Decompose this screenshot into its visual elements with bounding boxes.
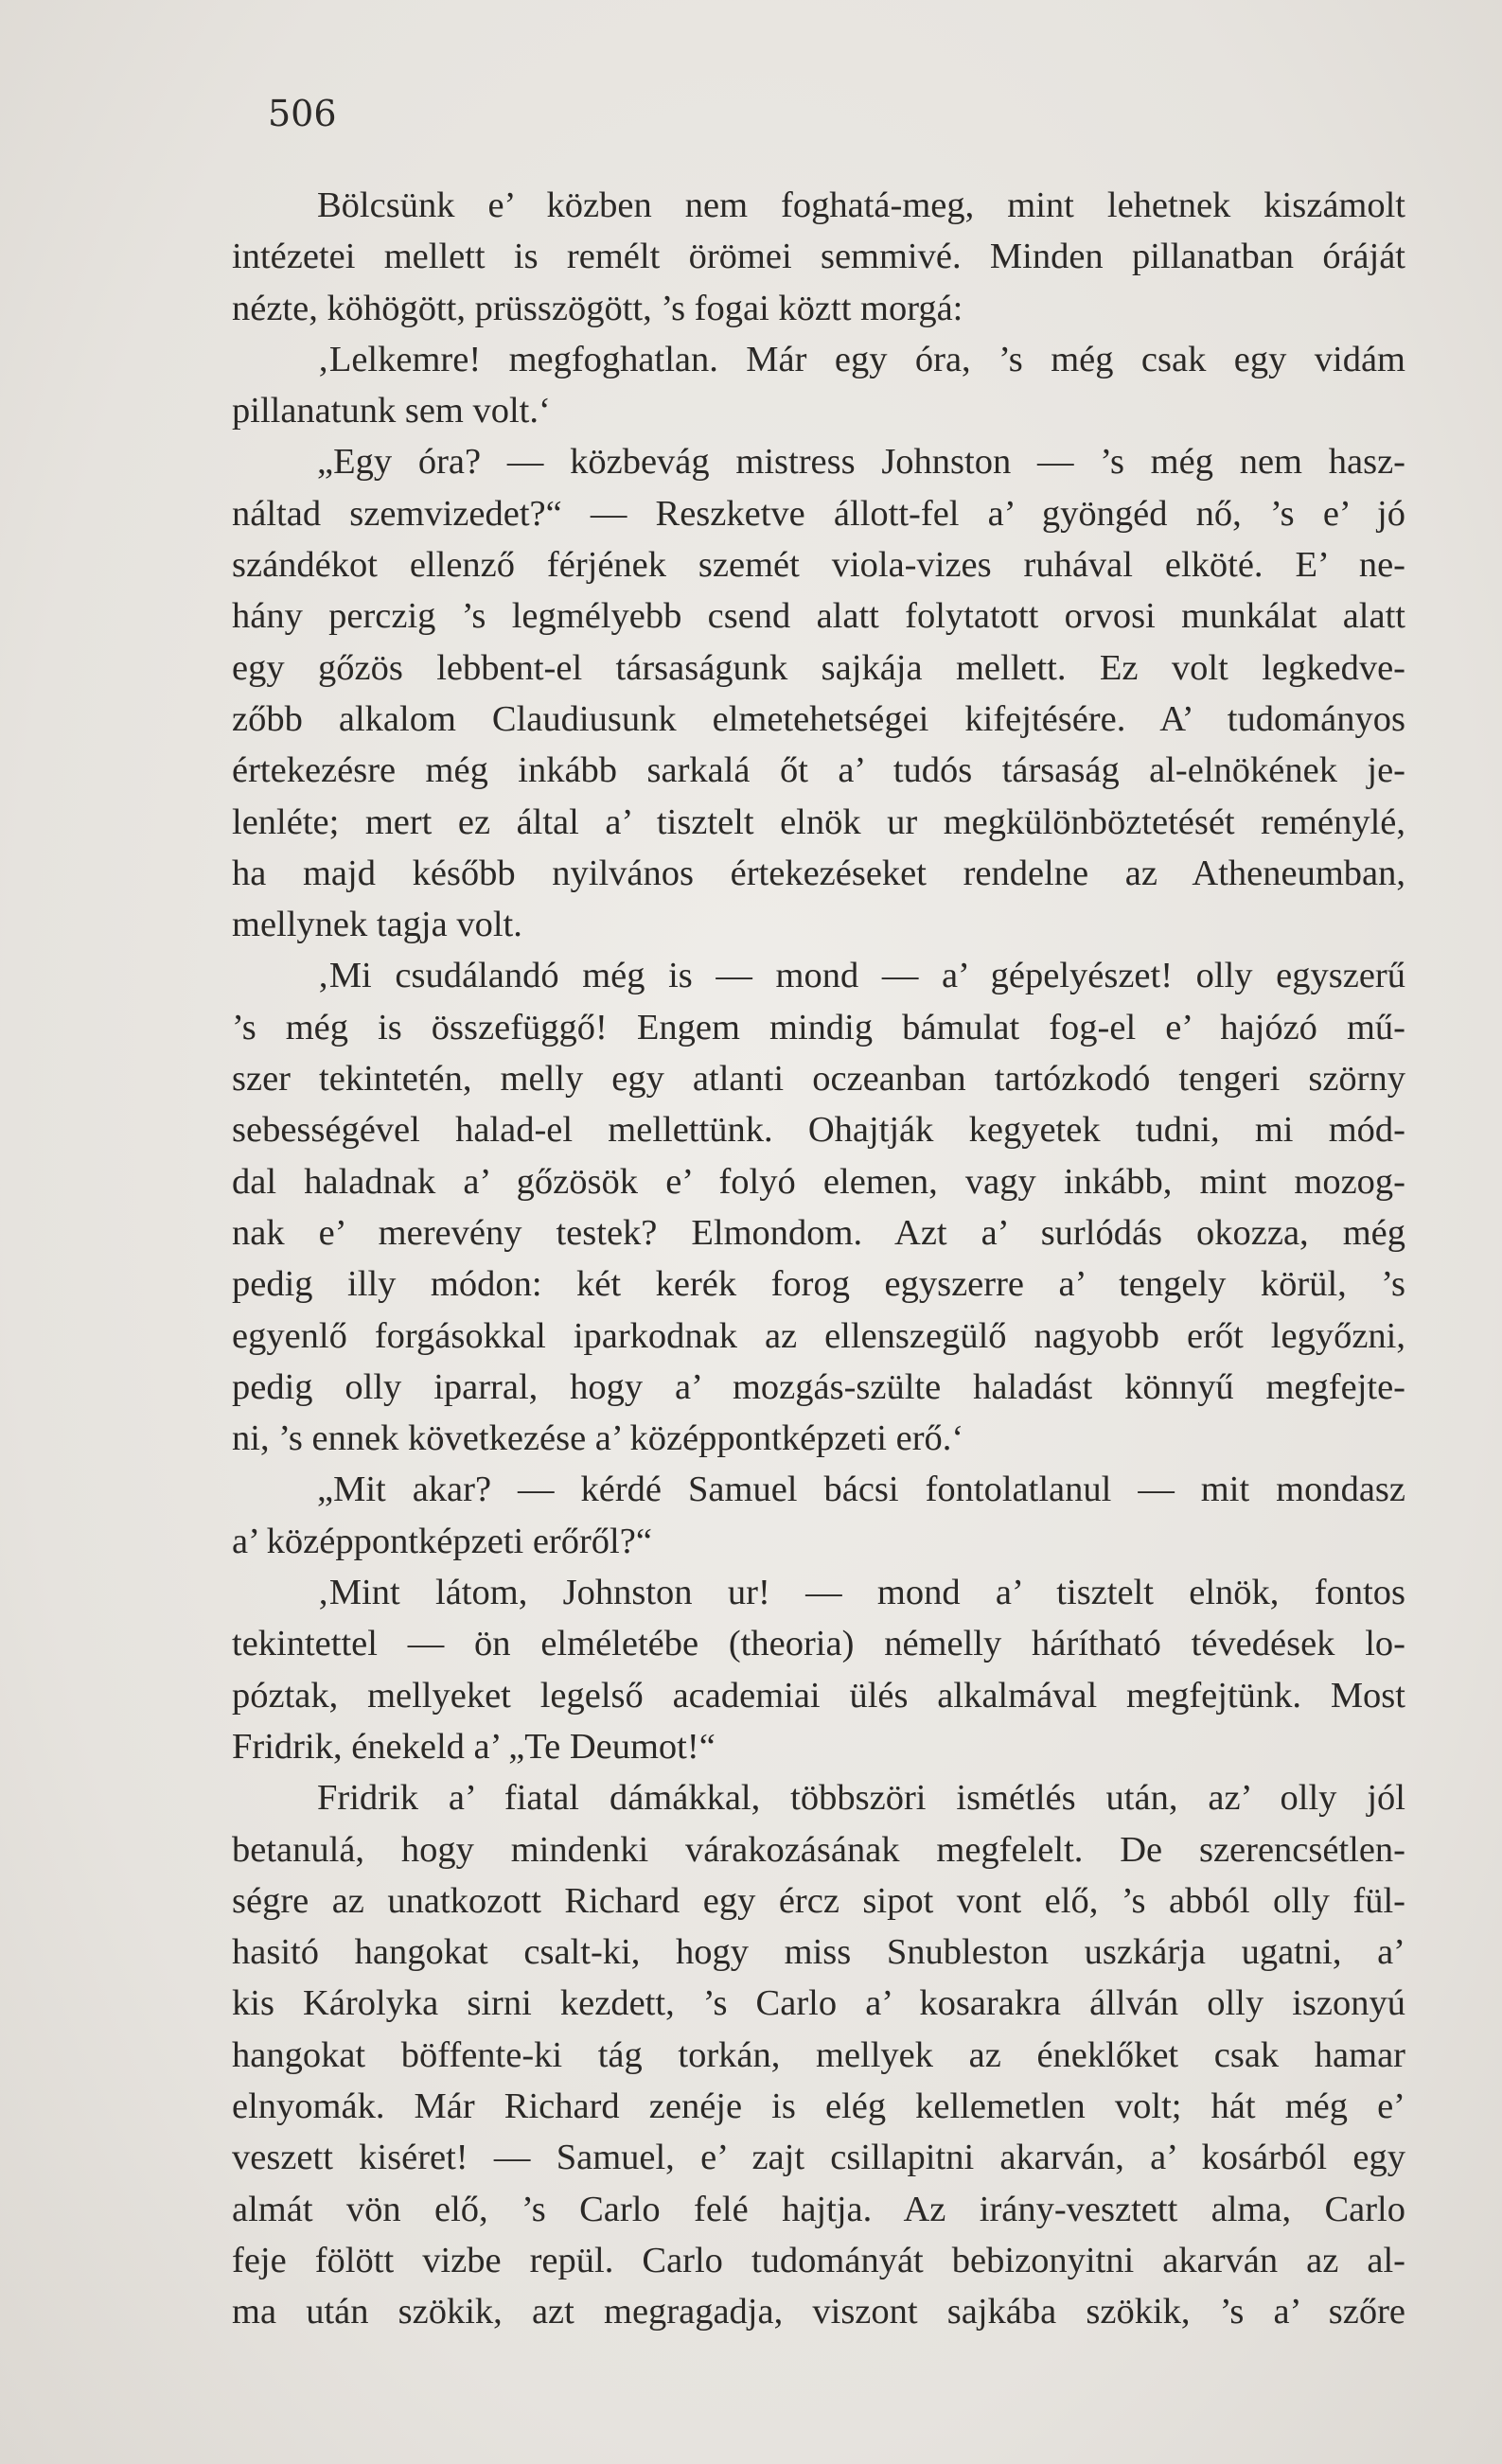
text-line: hangokat böffente-ki tág torkán, mellyek az éneklőket csak hamar [232, 2034, 1405, 2075]
text-line: Fridrik a’ fiatal dámákkal, többszöri ismétlés után, az’ olly jól [317, 1778, 1405, 1819]
text-line: betanulá, hogy mindenki várakozásának megfelelt. De szerencsétlen- [232, 1829, 1405, 1870]
body-text [232, 180, 1405, 2337]
text-line: dal haladnak a’ gőzösök e’ folyó elemen, vagy inkább, mint mozog- [232, 1161, 1405, 1202]
text-line: ‚Mint látom, Johnston ur! — mond a’ tisztelt elnök, fontos [317, 1573, 1405, 1613]
text-line: ni, ’s ennek következése a’ középpontképzeti erő.‘ [232, 1418, 964, 1459]
text-line: értekezésre még inkább sarkalá őt a’ tudós társaság al-elnökének je- [232, 750, 1405, 791]
text-line: Bölcsünk e’ közben nem foghatá-meg, mint lehetnek kiszámolt [317, 185, 1405, 225]
text-line: lenléte; mert ez által a’ tisztelt elnök ur megkülönböztetését reménylé, [232, 801, 1405, 842]
text-line: tekintettel — ön elméletébe (theoria) némelly hárítható tévedések lo- [232, 1624, 1405, 1664]
text-line: pedig olly iparral, hogy a’ mozgás-szülte haladást könnyű megfejte- [232, 1366, 1405, 1407]
text-line: a’ középpontképzeti erőről?“ [232, 1521, 652, 1561]
text-line: sebességével halad-el mellettünk. Ohajtják kegyetek tudni, mi mód- [232, 1110, 1405, 1151]
text-line: pillanatunk sem volt.‘ [232, 391, 551, 431]
text-line: hány perczig ’s legmélyebb csend alatt folytatott orvosi munkálat alatt [232, 596, 1405, 637]
text-line: ‚Lelkemre! megfoghatlan. Már egy óra, ’s még csak egy vidám [317, 339, 1405, 379]
text-line: feje fölött vizbe repül. Carlo tudományát bebizonyitni akarván az al- [232, 2240, 1405, 2280]
page-number: 506 [268, 93, 337, 134]
text-line: egy gőzös lebbent-el társaságunk sajkája mellett. Ez volt legkedve- [232, 647, 1405, 688]
text-line: „Egy óra? — közbevág mistress Johnston — ’s még nem hasz- [317, 442, 1405, 483]
text-line: elnyomák. Már Richard zenéje is elég kellemetlen volt; hát még e’ [232, 2086, 1405, 2126]
text-line: szer tekintetén, melly egy atlanti oczeanban tartózkodó tengeri szörny [232, 1059, 1405, 1100]
text-line: pedig illy módon: két kerék forog egyszerre a’ tengely körül, ’s [232, 1264, 1405, 1305]
text-line: mellynek tagja volt. [232, 905, 522, 945]
text-line: szándékot ellenző férjének szemét viola-vizes ruhával elköté. E’ ne- [232, 545, 1405, 586]
text-line: intézetei mellett is remélt örömei semmivé. Minden pillanatban óráját [232, 237, 1405, 277]
text-line: Fridrik, énekeld a’ „Te Deumot!“ [232, 1726, 716, 1767]
text-line: póztak, mellyeket legelső academiai ülés alkalmával megfejtünk. Most [232, 1675, 1405, 1716]
text-line: ségre az unatkozott Richard egy ércz sipot vont elő, ’s abból olly fül- [232, 1880, 1405, 1921]
text-line: hasitó hangokat csalt-ki, hogy miss Snubleston uszkárja ugatni, a’ [232, 1932, 1405, 1973]
text-line: „Mit akar? — kérdé Samuel bácsi fontolatlanul — mit mondasz [317, 1470, 1405, 1510]
text-line: náltad szemvizedet?“ — Reszketve állott-fel a’ gyöngéd nő, ’s e’ jó [232, 493, 1405, 534]
text-line: veszett kiséret! — Samuel, e’ zajt csillapitni akarván, a’ kosárból egy [232, 2138, 1405, 2178]
text-line: ’s még is összefüggő! Engem mindig bámulat fog-el e’ hajózó mű- [232, 1007, 1405, 1047]
text-line: nézte, köhögött, prüsszögött, ’s fogai köztt morgá: [232, 288, 963, 328]
text-line: nak e’ merevény testek? Elmondom. Azt a’ surlódás okozza, még [232, 1212, 1405, 1253]
text-line: ma után szökik, azt megragadja, viszont sajkába szökik, ’s a’ szőre [232, 2292, 1405, 2332]
text-line: kis Károlyka sirni kezdett, ’s Carlo a’ kosarakra állván olly iszonyú [232, 1983, 1405, 2024]
text-line: ‚Mi csudálandó még is — mond — a’ gépelyészet! olly egyszerű [317, 956, 1405, 996]
text-line: egyenlő forgásokkal iparkodnak az ellenszegülő nagyobb erőt legyőzni, [232, 1315, 1405, 1356]
text-line: almát vön elő, ’s Carlo felé hajtja. Az irány-vesztett alma, Carlo [232, 2189, 1405, 2229]
text-line: zőbb alkalom Claudiusunk elmetehetségei kifejtésére. A’ tudományos [232, 698, 1405, 739]
text-line: ha majd később nyilvános értekezéseket rendelne az Atheneumban, [232, 853, 1405, 893]
